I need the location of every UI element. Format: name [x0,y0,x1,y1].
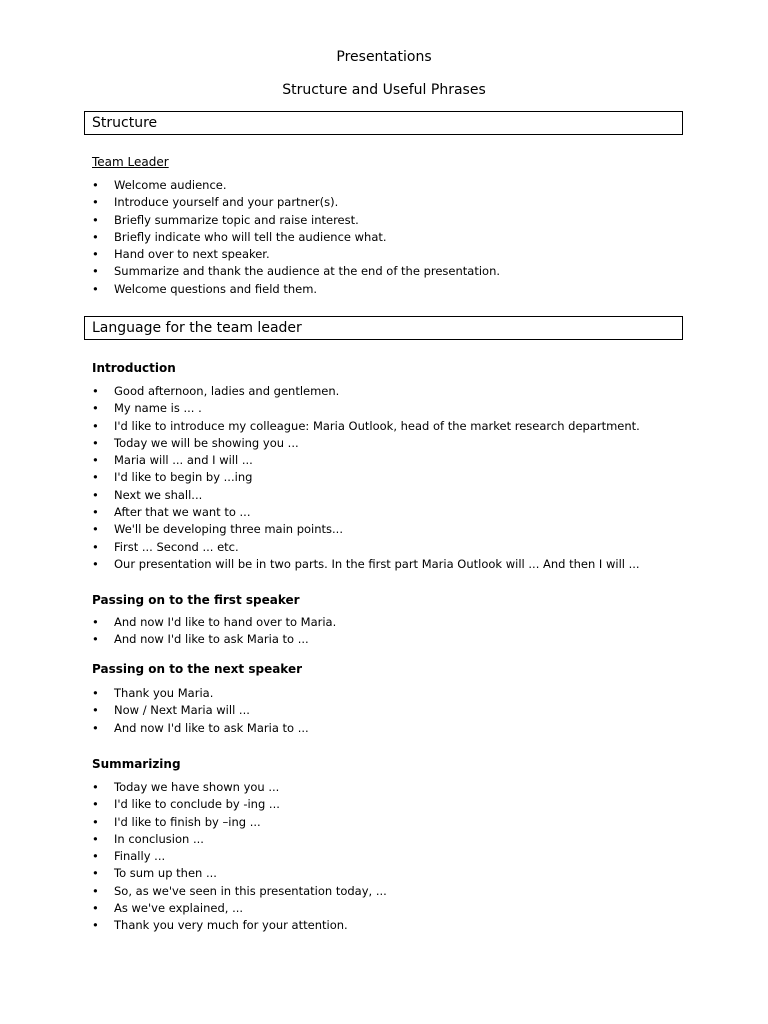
page-subtitle: Structure and Useful Phrases [282,82,486,98]
list-item: • Maria will ... and I will ... [92,452,640,469]
list-item: • Briefly summarize topic and raise interest. [92,212,500,229]
list-item: • Introduce yourself and your partner(s). [92,194,500,211]
list-item: • And now I'd like to hand over to Maria. [92,614,336,631]
list-item: • In conclusion ... [92,831,387,848]
list-item: • After that we want to ... [92,504,640,521]
list-item: • I'd like to finish by –ing ... [92,814,387,831]
list-item: • To sum up then ... [92,865,387,882]
list-item: • Today we have shown you ... [92,779,387,796]
list-item: • My name is ... . [92,400,640,417]
list-item: • I'd like to introduce my colleague: Maria Outlook, head of the market research department. [92,418,640,435]
list-item: • And now I'd like to ask Maria to ... [92,720,309,737]
summarizing-list [92,779,387,935]
list-item: • Thank you very much for your attention. [92,917,387,934]
first-speaker-list [92,614,336,649]
list-item: • I'd like to begin by ...ing [92,469,640,486]
structure-list [92,177,500,298]
first-speaker-title: Passing on to the first speaker [92,593,300,607]
list-item: • Welcome audience. [92,177,500,194]
list-item: • Briefly indicate who will tell the audience what. [92,229,500,246]
list-item: • Next we shall... [92,487,640,504]
list-item: • Our presentation will be in two parts. In the first part Maria Outlook will ... And then I will ... [92,556,640,573]
list-item: • I'd like to conclude by -ing ... [92,796,387,813]
next-speaker-list [92,685,309,737]
language-heading: Language for the team leader [84,316,683,340]
list-item: • First ... Second ... etc. [92,539,640,556]
summarizing-title: Summarizing [92,757,181,771]
list-item: • So, as we've seen in this presentation today, ... [92,883,387,900]
structure-heading: Structure [84,111,683,135]
list-item: • Finally ... [92,848,387,865]
list-item: • Good afternoon, ladies and gentlemen. [92,383,640,400]
list-item: • Welcome questions and field them. [92,281,500,298]
page-title: Presentations [336,49,432,65]
list-item: • Hand over to next speaker. [92,246,500,263]
list-item: • As we've explained, ... [92,900,387,917]
introduction-title: Introduction [92,361,176,375]
introduction-list [92,383,640,573]
list-item: • Now / Next Maria will ... [92,702,309,719]
team-leader-label: Team Leader [92,155,169,169]
list-item: • Summarize and thank the audience at the end of the presentation. [92,263,500,280]
list-item: • Today we will be showing you ... [92,435,640,452]
list-item: • We'll be developing three main points... [92,521,640,538]
next-speaker-title: Passing on to the next speaker [92,662,303,676]
list-item: • And now I'd like to ask Maria to ... [92,631,336,648]
list-item: • Thank you Maria. [92,685,309,702]
